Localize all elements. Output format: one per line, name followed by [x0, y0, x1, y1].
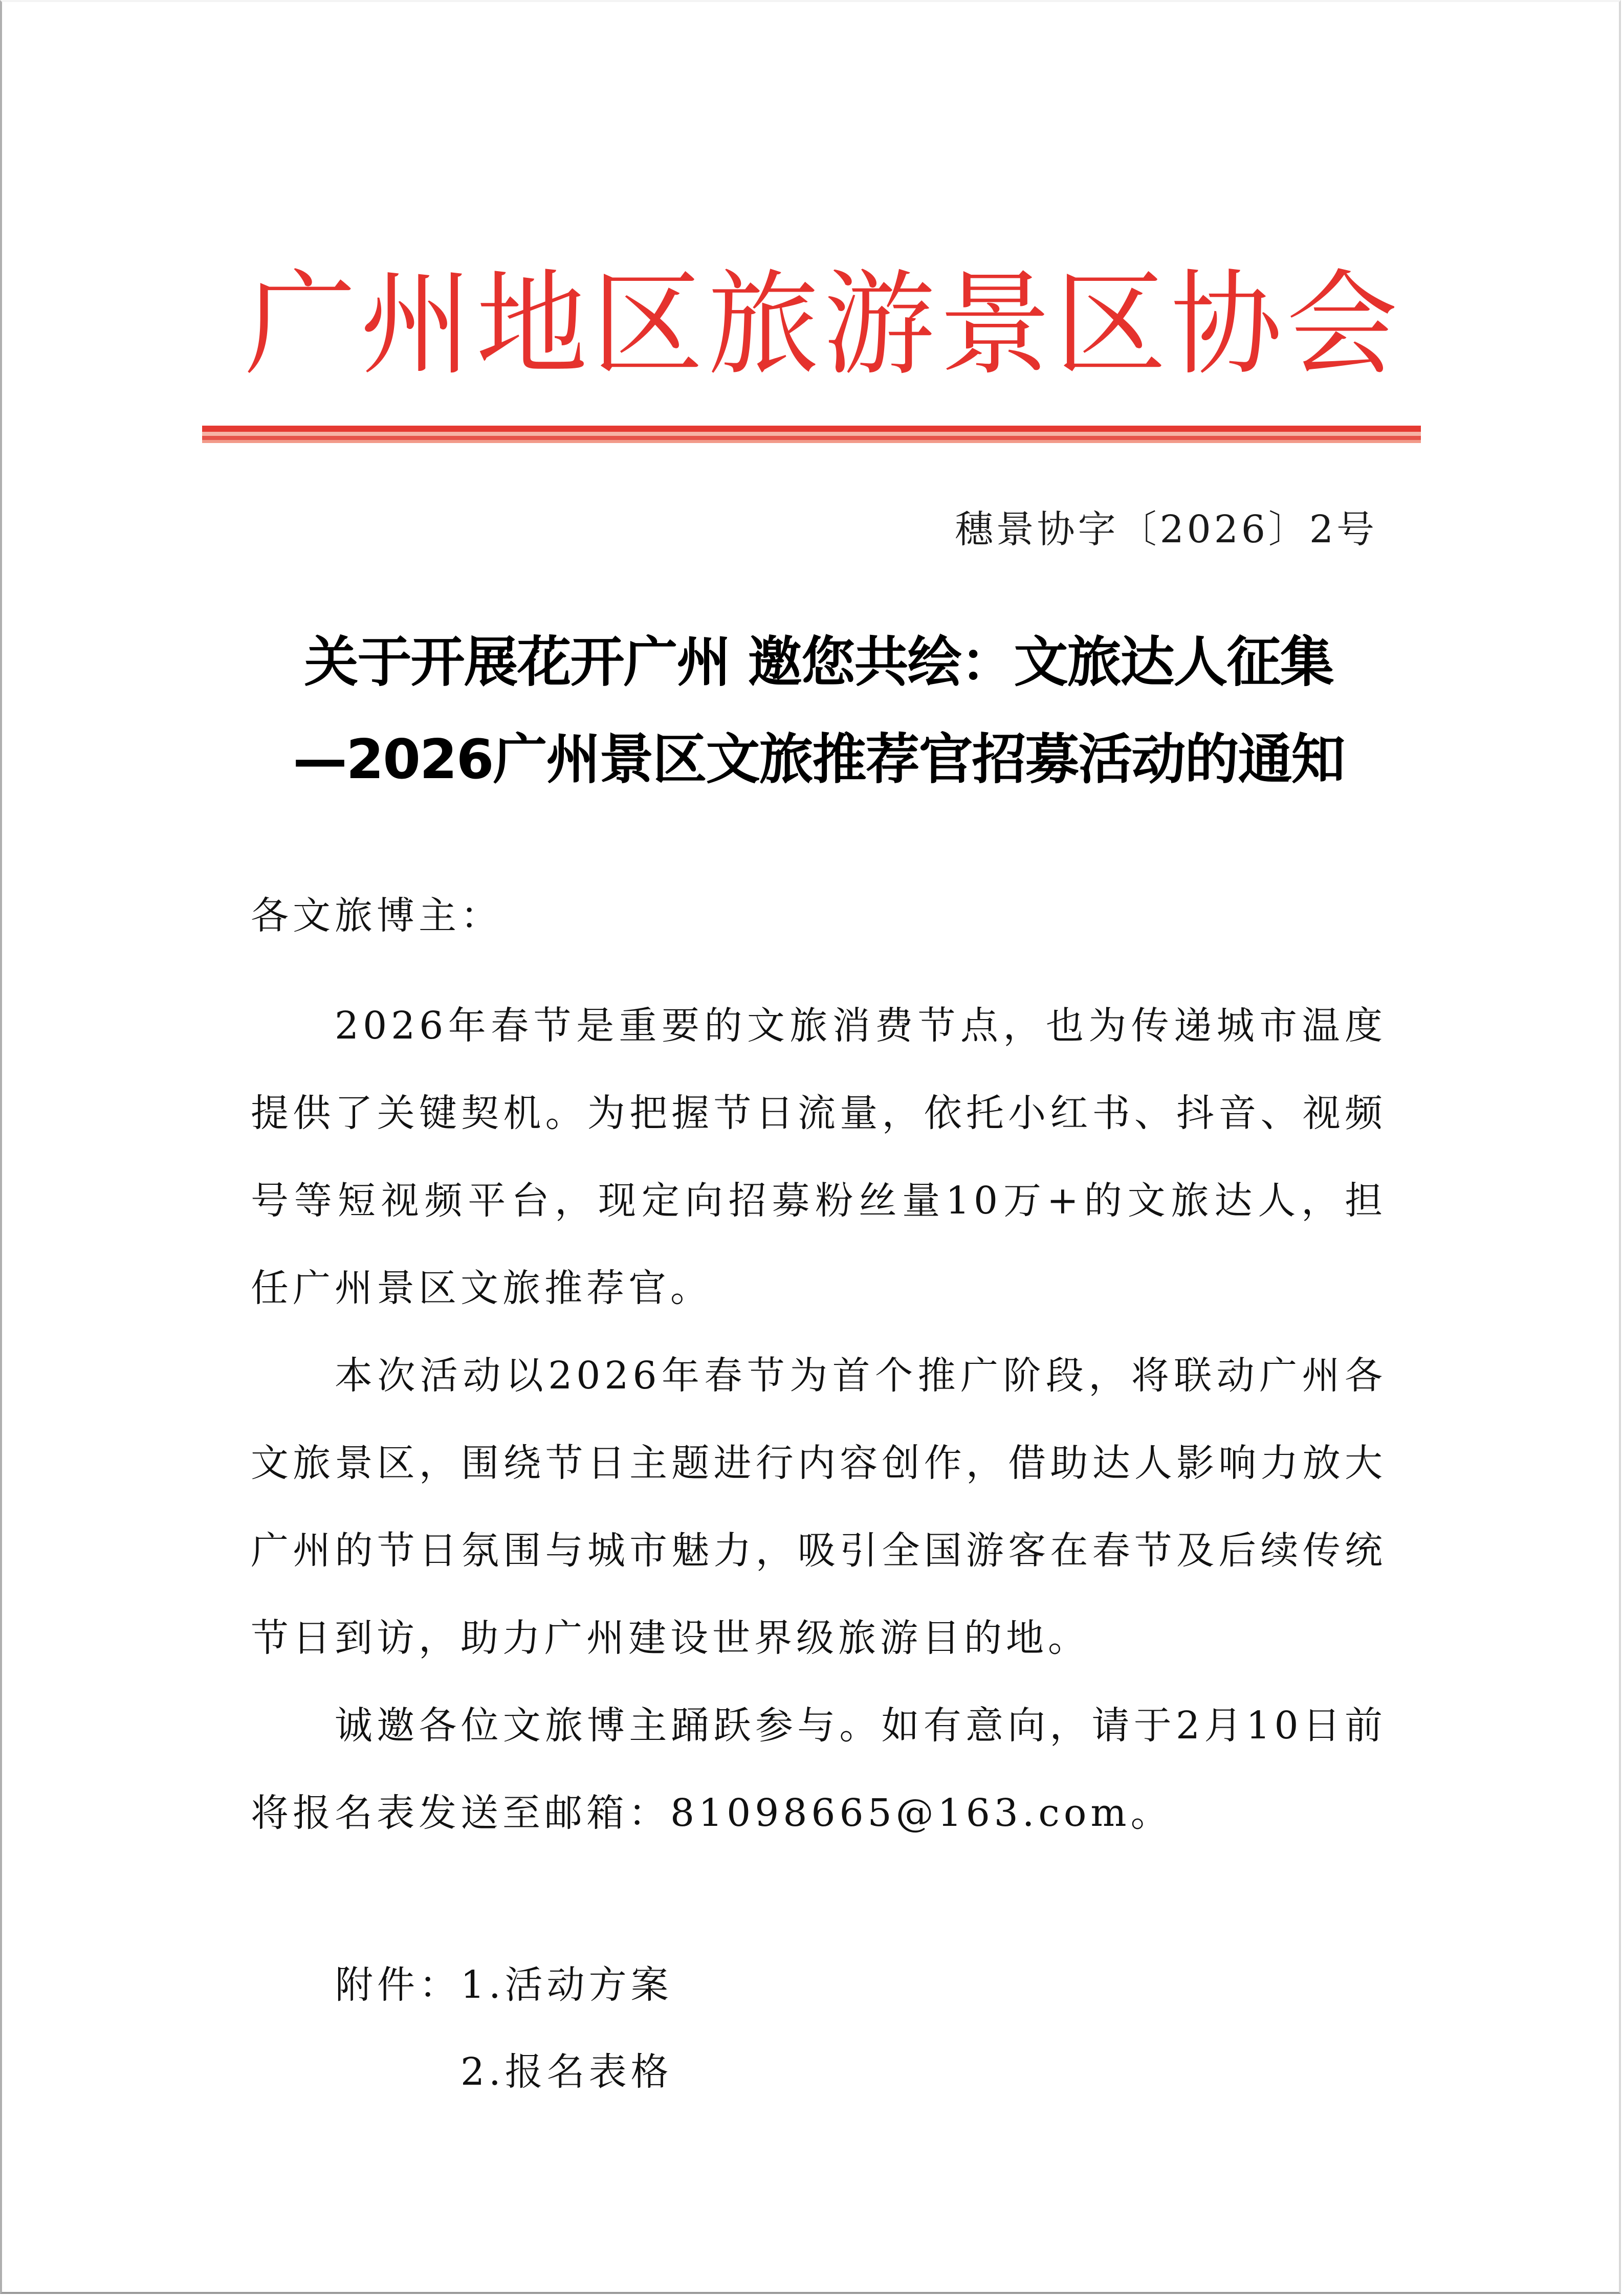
- attachments-label: 附件：: [335, 1963, 461, 2007]
- document-title-line-1: 关于开展花开广州 邀您共绘：文旅达人征集: [304, 631, 1333, 694]
- body-paragraph-2: 本次活动以2026年春节为首个推广阶段，将联动广州各文旅景区，围绕节日主题进行内容创作，借助达人影响力放大广州的节日氛围与城市魅力，吸引全国游客在春节及后续传统节日到访，助力广州建设世界级旅游目的地。: [251, 1354, 1387, 1660]
- attachment-row-2: [335, 2028, 673, 2115]
- body-paragraph-3: 诚邀各位文旅博主踊跃参与。如有意向，请于2月10日前将报名表发送至邮箱：81098665@163.com。: [251, 1704, 1387, 1835]
- attachment-item-2: 2.报名表格: [460, 2050, 673, 2094]
- letterhead-char: 协: [1171, 259, 1282, 391]
- letterhead-char: 广: [245, 259, 356, 391]
- attachment-item-1: 1.活动方案: [460, 1963, 673, 2007]
- attachment-row-1: [335, 1941, 673, 2028]
- red-rule-fade: [202, 440, 1421, 443]
- document-title-line-2: —2026广州景区文旅推荐官招募活动的通知: [293, 728, 1345, 791]
- letterhead-title: [245, 259, 1398, 391]
- red-rule-gap: [202, 432, 1421, 436]
- red-rule-thin-line: [202, 436, 1421, 440]
- letterhead-char: 游: [823, 259, 935, 391]
- letterhead-char: 景: [939, 259, 1051, 391]
- letterhead-char: 区: [591, 259, 704, 391]
- letterhead-char: 区: [1055, 259, 1167, 391]
- body-paragraph-1: 2026年春节是重要的文旅消费节点，也为传递城市温度提供了关键契机。为把握节日流量，依托小红书、抖音、视频号等短视频平台，现定向招募粉丝量10万+的文旅达人，担任广州景区文旅推荐官。: [251, 1004, 1387, 1310]
- red-rule-thick-line: [202, 426, 1421, 432]
- letterhead-char: 会: [1286, 259, 1398, 391]
- document-body: [251, 982, 1387, 1857]
- letterhead-red-rule: [202, 426, 1421, 443]
- letterhead-char: 地: [476, 259, 588, 391]
- letterhead-char: 旅: [708, 259, 819, 391]
- salutation: 各文旅博主：: [251, 894, 502, 938]
- attachments-label-spacer: [335, 2028, 460, 2115]
- letterhead-char: 州: [360, 259, 472, 391]
- document-title: [246, 614, 1392, 808]
- attachments-list: [335, 1941, 673, 2115]
- document-number: 穗景协字〔2026〕2号: [955, 507, 1377, 551]
